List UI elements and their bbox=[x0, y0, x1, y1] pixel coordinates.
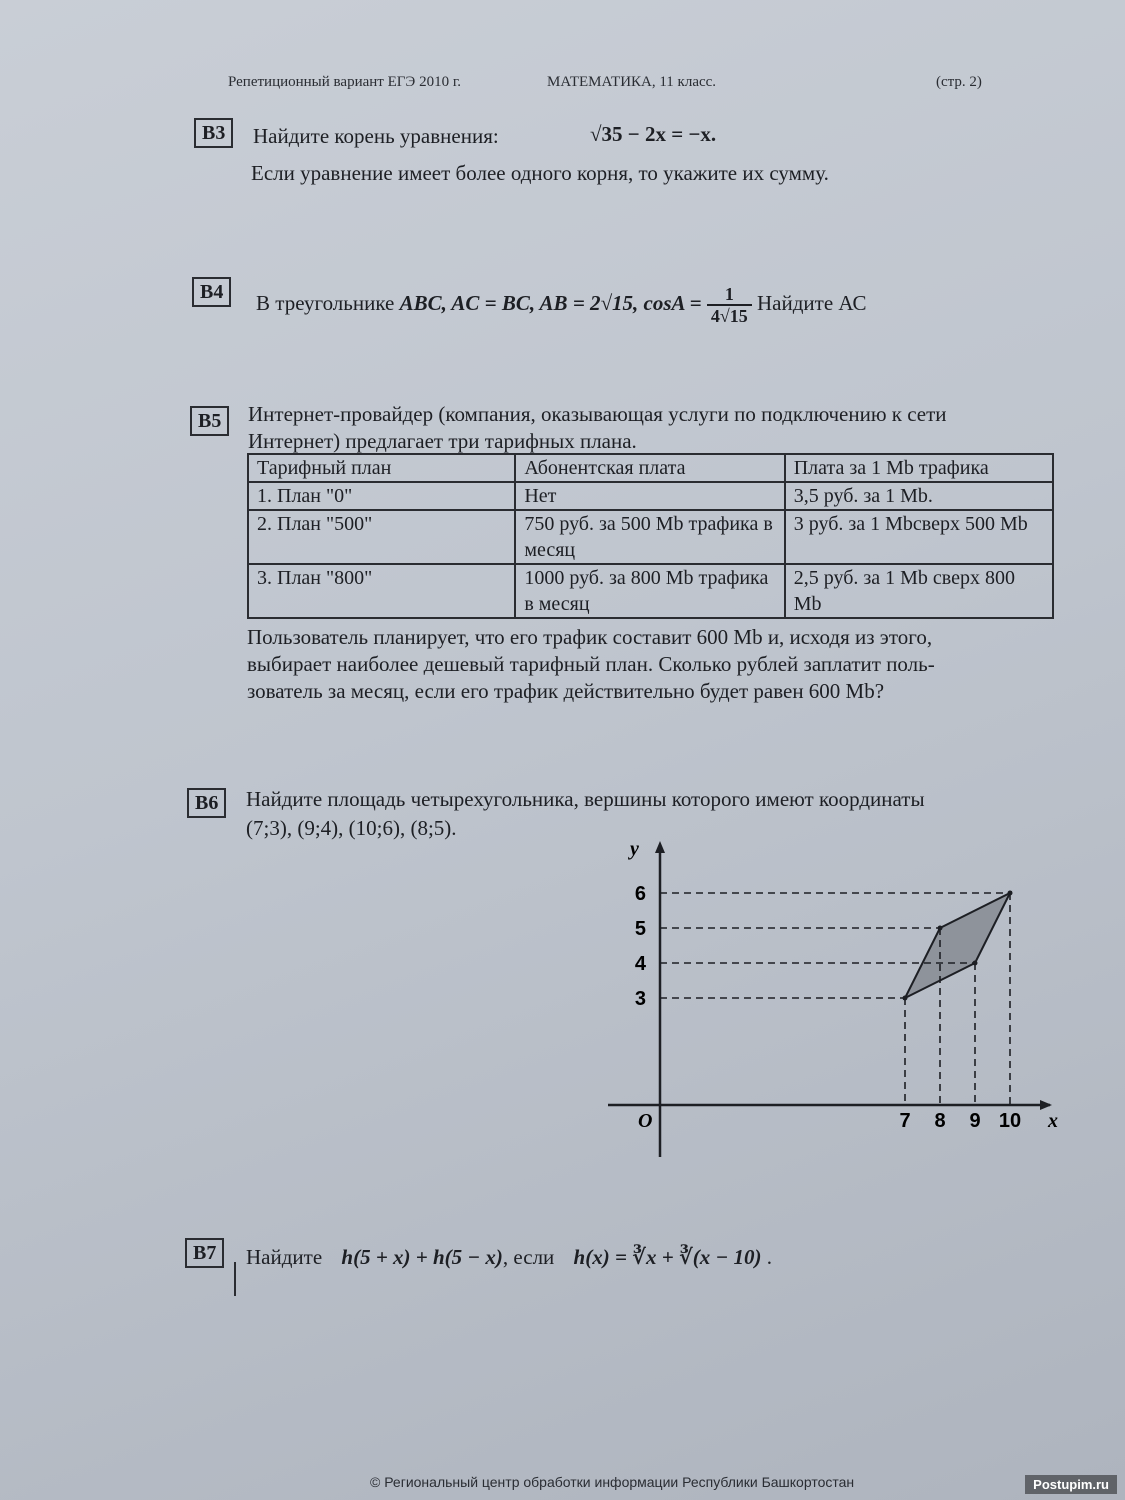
b7-expression: h(5 + x) + h(5 − x) bbox=[341, 1245, 503, 1269]
y-axis-label: y bbox=[630, 838, 639, 860]
b3-line1: Найдите корень уравнения: bbox=[253, 124, 499, 148]
watermark: Postupim.ru bbox=[1025, 1475, 1117, 1494]
header-page-number: (стр. 2) bbox=[936, 74, 982, 90]
table-header-cell: Тарифный план bbox=[248, 454, 515, 482]
b7-definition: h(x) = ∛x + ∛(x − 10) bbox=[573, 1245, 762, 1269]
vertex-point bbox=[903, 996, 908, 1001]
b5-line1: Интернет-провайдер (компания, оказывающая услуги по подключению к сети bbox=[248, 402, 947, 426]
b5-line2: Интернет) предлагает три тарифных плана. bbox=[248, 429, 637, 453]
table-row bbox=[248, 510, 1053, 564]
b7-intro: Найдите bbox=[246, 1245, 323, 1269]
b6-line2: (7;3), (9;4), (10;6), (8;5). bbox=[246, 816, 457, 840]
tariff-table bbox=[247, 453, 1054, 619]
table-cell: 3,5 руб. за 1 Mb. bbox=[785, 482, 1053, 510]
table-cell: 1000 руб. за 800 Mb трафика в месяц bbox=[515, 564, 784, 618]
table-header-cell: Абонентская плата bbox=[515, 454, 784, 482]
vertex-point bbox=[938, 926, 943, 931]
y-tick-label: 6 bbox=[634, 883, 646, 905]
table-cell: 2. План "500" bbox=[248, 510, 515, 564]
x-tick-label: 8 bbox=[934, 1110, 946, 1132]
table-cell: 3 руб. за 1 Mbсверх 500 Mb bbox=[785, 510, 1053, 564]
b4-fraction-numerator: 1 bbox=[707, 284, 752, 306]
b5-after1: Пользователь планирует, что его трафик составит 600 Mb и, исходя из этого, bbox=[247, 625, 933, 649]
task-label-b7: В7 bbox=[185, 1238, 224, 1268]
b4-fraction-denominator: 4√15 bbox=[710, 306, 748, 326]
b7-mid: , если bbox=[502, 1245, 555, 1269]
coordinate-graph bbox=[600, 835, 1070, 1165]
b4-fraction bbox=[707, 284, 752, 326]
b6-line1: Найдите площадь четырехугольника, вершины которого имеют координаты bbox=[246, 787, 925, 811]
y-tick-label: 5 bbox=[634, 918, 646, 940]
footer-copyright: © Региональный центр обработки информации Республики Башкортостан bbox=[370, 1474, 855, 1490]
table-header-row bbox=[248, 454, 1053, 482]
task-label-b6: В6 bbox=[187, 788, 226, 818]
table-cell: 750 руб. за 500 Mb трафика в месяц bbox=[515, 510, 784, 564]
task-label-b5: В5 bbox=[190, 406, 229, 436]
task-label-b3: В3 bbox=[194, 118, 233, 148]
b4-formula: ABC, AC = BC, AB = 2√15, cosA = bbox=[399, 290, 702, 315]
vertex-point bbox=[1008, 891, 1013, 896]
y-tick-label: 3 bbox=[634, 988, 646, 1010]
task-label-b4: В4 bbox=[192, 277, 231, 307]
table-row bbox=[248, 564, 1053, 618]
x-tick-label: 9 bbox=[969, 1110, 981, 1132]
y-tick-label: 4 bbox=[634, 953, 646, 975]
quadrilateral-shape bbox=[905, 893, 1010, 998]
table-cell: 1. План "0" bbox=[248, 482, 515, 510]
y-axis-arrow bbox=[655, 841, 665, 853]
x-axis-arrow bbox=[1040, 1100, 1052, 1110]
b3-line2: Если уравнение имеет более одного корня, то укажите их сумму. bbox=[251, 161, 829, 185]
b3-equation: √35 − 2x = −x. bbox=[590, 122, 717, 146]
table-row bbox=[248, 482, 1053, 510]
margin-line bbox=[234, 1262, 236, 1296]
b5-after3: зователь за месяц, если его трафик действительно будет равен 600 Mb? bbox=[247, 679, 885, 703]
b4-statement bbox=[256, 284, 867, 326]
b7-statement bbox=[246, 1244, 772, 1271]
x-tick-label: 10 bbox=[998, 1110, 1022, 1132]
table-header-cell: Плата за 1 Mb трафика bbox=[785, 454, 1053, 482]
b4-intro: В треугольнике bbox=[256, 290, 395, 315]
origin-label: O bbox=[638, 1110, 653, 1132]
table-cell: Нет bbox=[515, 482, 784, 510]
b7-end: . bbox=[766, 1245, 772, 1269]
header-subject: МАТЕМАТИКА, 11 класс. bbox=[547, 74, 717, 90]
header-variant: Репетиционный вариант ЕГЭ 2010 г. bbox=[228, 74, 462, 90]
x-tick-label: 7 bbox=[899, 1110, 911, 1132]
b5-after2: выбирает наиболее дешевый тарифный план. Сколько рублей заплатит поль- bbox=[247, 652, 935, 676]
table-cell: 3. План "800" bbox=[248, 564, 515, 618]
b4-tail: Найдите АС bbox=[757, 290, 867, 315]
table-cell: 2,5 руб. за 1 Mb сверх 800 Mb bbox=[785, 564, 1053, 618]
vertex-point bbox=[973, 961, 978, 966]
x-axis-label: x bbox=[1048, 1110, 1058, 1132]
